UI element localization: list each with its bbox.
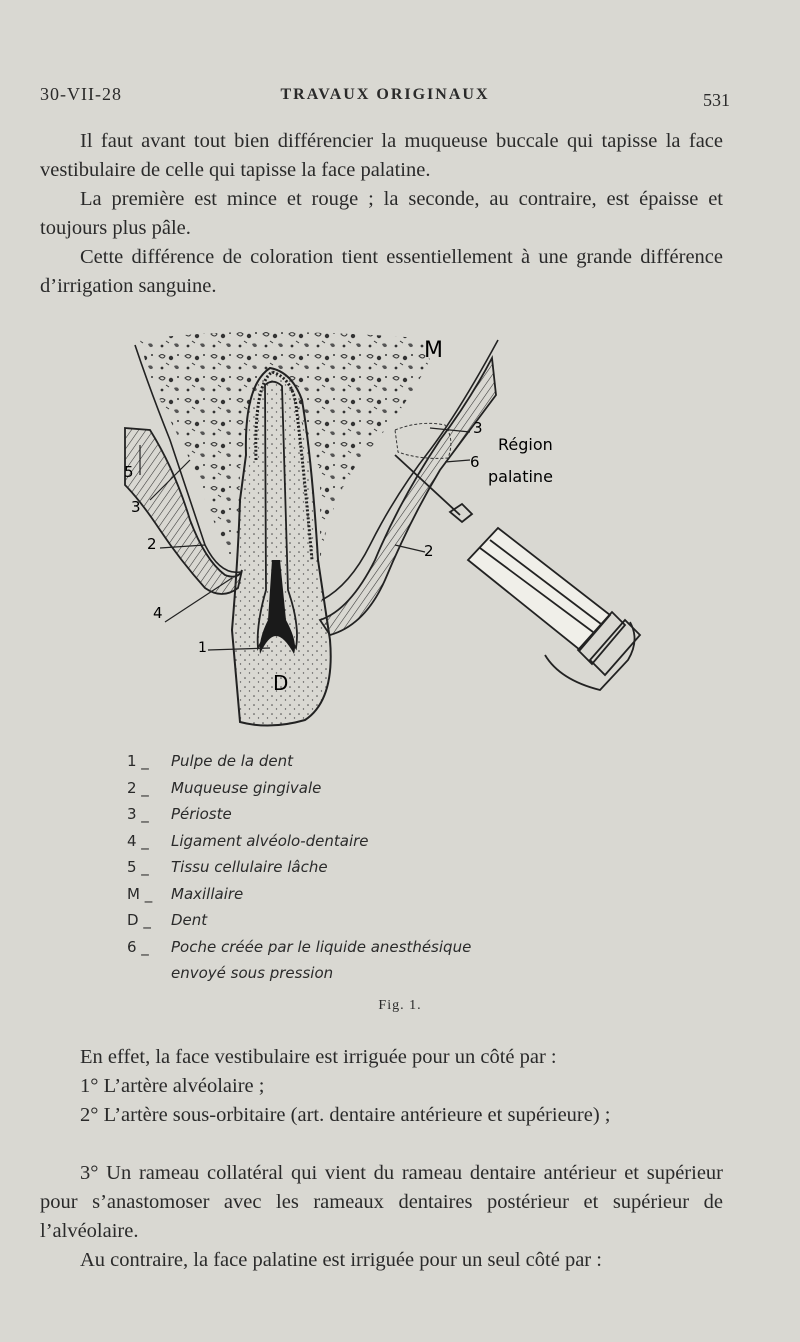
header-title: TRAVAUX ORIGINAUX bbox=[280, 86, 490, 103]
legend-item: D _ Dent bbox=[127, 911, 208, 929]
paragraph-1: Il faut avant tout bien différencier la muqueuse buccale qui tapisse la face vestibulaire de celle qui tapisse la face palatine. bbox=[40, 130, 723, 181]
legend-item: 4 _ Ligament alvéolo-dentaire bbox=[127, 831, 369, 850]
legend-item: 1 _ Pulpe de la dent bbox=[127, 752, 294, 770]
label-2-right: 2 bbox=[424, 542, 434, 560]
label-d: D bbox=[273, 671, 289, 695]
label-region-line2: palatine bbox=[488, 467, 553, 486]
legend-item: 2 _ Muqueuse gingivale bbox=[127, 778, 322, 797]
paragraph-5: 1° L’artère alvéolaire ; bbox=[80, 1075, 265, 1097]
legend-item: M _ Maxillaire bbox=[127, 884, 244, 903]
label-6: 6 bbox=[470, 453, 480, 471]
syringe bbox=[395, 455, 640, 690]
label-1: 1 bbox=[198, 640, 207, 656]
figure-legend bbox=[127, 748, 471, 987]
label-region-line1: Région bbox=[498, 435, 553, 454]
paragraph-7: 3° Un rameau collatéral qui vient du rameau dentaire antérieur et supérieur pour s’anastomoser avec les rameaux dentaires postérieur et supérieur de l’alvéolaire. bbox=[40, 1162, 723, 1242]
paragraph-3: Cette différence de coloration tient essentiellement à une grande différence d’irrigation sanguine. bbox=[40, 246, 723, 297]
legend-item: 3 _ Périoste bbox=[127, 805, 232, 823]
figure-caption: Fig. 1. bbox=[378, 998, 422, 1013]
legend-item: 5 _ Tissu cellulaire lâche bbox=[127, 858, 328, 876]
paragraph-6: 2° L’artère sous-orbitaire (art. dentaire antérieure et supérieure) ; bbox=[80, 1104, 611, 1126]
legend-item-continuation: envoyé sous pression bbox=[171, 964, 334, 982]
label-3-right: 3 bbox=[473, 419, 483, 437]
label-4: 4 bbox=[153, 604, 163, 622]
label-3-left: 3 bbox=[131, 498, 141, 516]
label-2-left: 2 bbox=[147, 535, 157, 553]
label-5: 5 bbox=[124, 463, 134, 481]
header-date: 30-VII-28 bbox=[40, 84, 122, 104]
page-number: 531 bbox=[703, 90, 730, 110]
paragraph-2: La première est mince et rouge ; la seconde, au contraire, est épaisse et toujours plus pâle. bbox=[40, 188, 723, 239]
paragraph-8: Au contraire, la face palatine est irriguée pour un seul côté par : bbox=[80, 1249, 602, 1271]
paragraph-4: En effet, la face vestibulaire est irriguée pour un côté par : bbox=[80, 1046, 557, 1068]
legend-item: 6 _ Poche créée par le liquide anesthésique bbox=[127, 937, 472, 956]
label-m: M bbox=[424, 338, 443, 363]
